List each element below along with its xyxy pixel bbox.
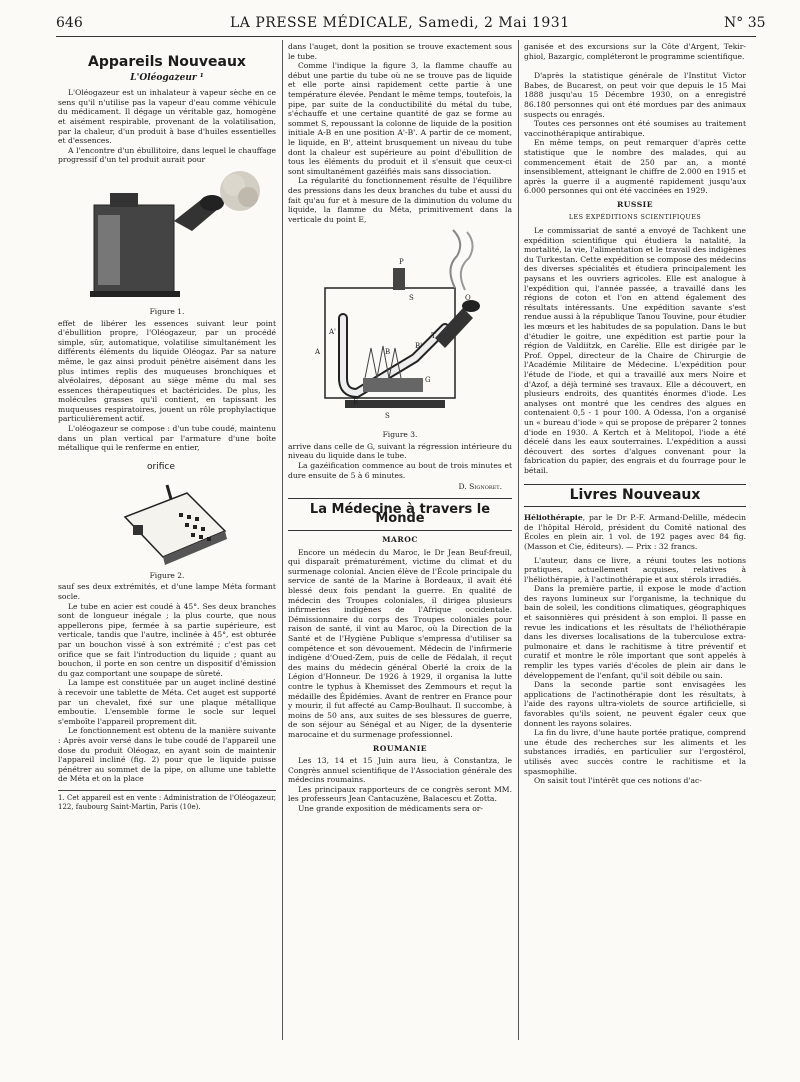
page-number: 646 bbox=[56, 15, 83, 31]
paragraph: L'Oléogazeur est un inhalateur à vapeur sèche en ce sens qu'il n'utilise pas la vapeur d'eau comme véhicule du médicament. Il dégage un véritable gaz, homogène et aisément respirable, provenant de la volatilisation, par la chaleur, d'un produit à base d'huiles essentielles et d'essences. bbox=[58, 88, 276, 146]
russie-subheading: LES EXPÉDITIONS SCIENTIFIQUES bbox=[568, 212, 702, 221]
paragraph: Une grande exposition de médicaments sera or- bbox=[298, 804, 483, 814]
section-title-livres: Livres Nouveaux bbox=[569, 486, 701, 503]
author-signature: D. Signoret. bbox=[458, 482, 502, 492]
paragraph: A l'encontre d'un ébullitoire, dans lequel le chauffage progressif d'un tel produit aurait pour bbox=[58, 145, 276, 165]
article-subtitle: L'Oléogazeur ¹ bbox=[130, 72, 204, 83]
fig3-label-s: S bbox=[409, 294, 414, 303]
figure-2 bbox=[67, 459, 267, 569]
paragraph: L'oléogazeur se compose : d'un tube coudé, maintenu dans un plan vertical par l'armature d'une boîte métallique qui le renferme en entier, bbox=[58, 424, 276, 453]
figure-2-caption: Figure 2. bbox=[149, 570, 185, 580]
book-details: , par le Dr P.-F. Armand-Delille, médecin de l'hôpital Hérold, président du Comité national des Écoles en plein air. 1 vol. de 192 pages avec 84 fig. (Masson et Cie, éditeurs). — Prix : 32 francs. bbox=[524, 513, 746, 551]
paragraph: Le tube en acier est coudé à 45°. Ses deux branches sont de longueur inégale ; la plus courte, que nous appellerons pipe, fermée à sa partie supérieure, est verticale, tandis que l'autre, inclinée à 45°, est obturée par un bouchon vissé à son extrémité ; c'est pas cet orifice que se fait l'introduction du liquide ; quant au bouchon, il porte en son centre un dispositif d'émission du gaz comportant une soupape de sûreté. bbox=[58, 601, 276, 678]
paragraph: La gazéification commence au bout de trois minutes et dure ensuite de 5 à 6 minutes. bbox=[288, 461, 512, 480]
section-title-appareils: Appareils Nouveaux bbox=[88, 54, 246, 70]
column-3 bbox=[524, 42, 746, 786]
country-heading-russie: RUSSIE bbox=[616, 199, 654, 209]
column-divider-1 bbox=[282, 40, 283, 1040]
paragraph: Encore un médecin du Maroc, le Dr Jean Beuf-freuil, qui disparaît prématurément, victime du climat et du surmenage colonial. Ancien élève de l'École principale du service de santé de la Marine à Bordeaux, il avait été blessé deux fois pendant la guerre. En qualité de médecin des Troupes coloniales, il dirigea plusieurs infirmeries indigènes de l'Afrique occidentale. Démissionnaire du corps des Troupes coloniales pour raison de santé, il vint au Maroc, où la Direction de la Santé et de l'Hygiène Publique s'empressa d'utiliser sa compétence et son dévouement. Médecin de l'infirmerie indigène d'Oued-Zem, puis de celle de Fédalah, il reçut des mains du médecin général Oberlé la croix de la Légion d'Honneur. De 1926 à 1929, il organisa la lutte contre le typhus à Khemisset des Zemmours et reçut la médaille des Épidémies. Avant de rentrer en France pour y mourir, il fut affecté au Camp-Boulhaut. Il succombe, à moins de 50 ans, aux suites de ses blessures de guerre, de son séjour au Sénégal et au Niger, de la dysenterie marocaine et du surmenage professionnel. bbox=[288, 547, 512, 739]
paragraph: Comme l'indique la figure 3, la flamme chauffe au début une partie du tube où ne se trouve pas de liquide et elle porte ainsi rapidement cette partie à une température élevée. Pendant le même temps, toutefois, la pipe, par suite de la conductibilité du métal du tube, s'échauffe et une certaine quantité de gaz se forme au sommet S, repoussant la colonne de liquide de la position initiale A-B en une position A'-B'. A partir de ce moment, le liquide, en B', atteint brusquement un niveau du tube dont la chaleur est supérieure au point d'ébullition de tous les éléments du produit et il s'ensuit que ceux-ci sont simultanément gazéifiés mais sans dissociation. bbox=[288, 61, 512, 176]
figure-3-caption: Figure 3. bbox=[382, 430, 418, 440]
fig3-label-b-prime: B' bbox=[415, 342, 423, 351]
figure-2-label: orifice bbox=[147, 461, 175, 472]
page-header bbox=[0, 0, 800, 40]
paragraph: En même temps, on peut remarquer d'après cette statistique que le nombre des malades, qui au commencement était de 250 par an, a monté insensiblement, atteignant le chiffre de 2.000 en 1915 et après la guerre il a augmenté rapidement jusqu'aux 6.000 personnes qui ont été vaccinées en 1929. bbox=[524, 138, 746, 196]
paragraph: Les principaux rapporteurs de ce congrès seront MM. les professeurs Jean Cantacuzène, Balacescu et Zotta. bbox=[288, 784, 512, 804]
fig3-label-e: E bbox=[353, 398, 359, 407]
fig3-label-p: P bbox=[399, 258, 404, 267]
paragraph: Toutes ces personnes ont été soumises au traitement vaccinothérapique antirabique. bbox=[524, 119, 746, 138]
column-2 bbox=[288, 42, 512, 814]
figure-1-caption: Figure 1. bbox=[149, 306, 185, 316]
section-header-box bbox=[288, 498, 512, 531]
column-1 bbox=[58, 42, 276, 812]
paragraph: dans l'auget, dont la position se trouve exactement sous le tube. bbox=[288, 42, 512, 61]
paragraph: Le commissariat de santé a envoyé de Tachkent une expédition scientifique qui étudiera la natalité, la mortalité, la vie, l'alimentation et le travail des indigènes du Turkestan. Cette expédition se compose des médecins des diverses spécialités et étudiera principalement les paysans et les ouvriers agricoles. Elle est analogue à l'expédition qui, l'année passée, a travaillé dans les régions de coton et l'on en attend également des résultats intéressants. Une expédition savante s'est rendue aussi à la république Tanou Touvine, pour étudier les mœurs et les habitudes de sa population. Dans le but d'étudier le goitre, une expédition est partie pour la région de Valdiitzk, en Carélie. Elle est dirigée par le Prof. Oppel, directeur de la Chaire de Chirurgie de l'Académie Militaire de Médecine. L'expédition pour l'étude de l'iode, et qui a travaillé aux mers Noire et d'Azof, a déjà terminé ses travaux. Elle a découvert, en plusieurs endroits, des quantités énormes d'iode. Les analyses ont montré que les cendres des algues en contenaient 0,5 - 1 pour 100. A Odessa, l'on a organisé un « bureau d'iode » qui se propose de préparer 2 tonnes d'iode en 1930. A Kertch et à Melitopol, l'iode a été décelé dans les eaux souterraines. L'expédition a aussi découvert des sortes d'algues convenant pour la fabrication du papier, des engrais et du fourrage pour le bétail. bbox=[524, 226, 746, 475]
paragraph: La lampe est constituée par un auget incliné destiné à recevoir une tablette de Méta. Cet auget est supporté par un chevalet, fixé sur une plaque métallique emboutie. L'ensemble forme le socle sur lequel s'emboîte l'appareil proprement dit. bbox=[58, 678, 276, 726]
section-title-medecine: La Médecine à travers le Monde bbox=[309, 501, 491, 527]
fig3-label-o: O bbox=[465, 294, 471, 303]
paragraph: On saisit tout l'intérêt que ces notions d'ac- bbox=[534, 776, 702, 786]
paragraph: arrive dans celle de G, suivant la régression intérieure du niveau du liquide dans le tube. bbox=[288, 441, 512, 461]
paragraph: Le fonctionnement est obtenu de la manière suivante : Après avoir versé dans le tube coudé de l'appareil une dose du produit Oléogaz, en ayant soin de maintenir l'appareil incliné (fig. 2) pour que le liquide puisse pénétrer au sommet de la pipe, on allume une tablette de Méta et on la place bbox=[58, 726, 276, 784]
fig3-label-b: B bbox=[385, 348, 391, 357]
fig3-label-s2: S bbox=[385, 412, 390, 421]
country-heading-maroc: MAROC bbox=[382, 535, 418, 545]
paragraph: ganisée et des excursions sur la Côte d'Argent, Tekir-ghiol, Bazargic, compléteront le programme scientifique. bbox=[524, 42, 746, 61]
fig3-label-t: T bbox=[431, 332, 436, 341]
fig3-label-g: G bbox=[425, 376, 431, 385]
paragraph: L'auteur, dans ce livre, a réuni toutes les notions pratiques, actuellement acquises, relatives à l'héliothérapie, à l'actinothérapie et aux stérols irradiés. bbox=[524, 555, 746, 584]
book-reference bbox=[524, 513, 746, 551]
footnote: 1. Cet appareil est en vente : Administration de l'Oléogazeur, 122, faubourg Saint-Martin, Paris (10e). bbox=[58, 790, 276, 812]
paragraph: effet de libérer les essences suivant leur point d'ébullition propre, l'Oléogazeur, par un procédé simple, sûr, automatique, volatilise simultanément les différents éléments du liquide Oléogaz. Par sa nature même, le gaz ainsi produit pénètre aisément dans les plus intimes replis des muqueuses bronchiques et alvéolaires, déposant au siège même du mal ses essences thérapeutiques et bactéricides. De plus, les molécules grasses qu'il contient, en tapissant les muqueuses respiratoires, jouent un rôle prophylactique particulièrement actif. bbox=[58, 318, 276, 424]
paragraph: sauf ses deux extrémités, et d'une lampe Méta formant socle. bbox=[58, 582, 276, 602]
paragraph: Dans la seconde partie sont envisagées les applications de l'actinothérapie dont les résultats, à l'aide des rayons ultra-violets de source artificielle, si favorables qu'ils soient, ne peuvent égaler ceux que donnent les rayons solaires. bbox=[524, 680, 746, 728]
book-title: Héliothérapie bbox=[524, 513, 583, 523]
paragraph: La régularité du fonctionnement résulte de l'équilibre des pressions dans les deux branches du tube et aussi du fait qu'au fur et à mesure de la diminution du volume du liquide, la flamme du Méta, primitivement dans la verticale du point E, bbox=[288, 176, 512, 224]
issue-number: N° 35 bbox=[724, 15, 766, 31]
header-rule bbox=[56, 36, 756, 37]
paragraph: Dans la première partie, il expose le mode d'action des rayons lumineux sur l'organisme, la technique du bain de soleil, les conditions climatiques, géographiques et saisonnières qui président à son emploi. Il passe en revue les indications et les résultats de l'héliothérapie dans les diverses localisations de la tuberculose extra-pulmonaire et dans le rachitisme à titre préventif et curatif et montre le rôle important que sont appelés à remplir les types variés d'écoles de plein air dans le développement de l'enfant, qu'il soit débile ou sain. bbox=[524, 584, 746, 680]
journal-title: LA PRESSE MÉDICALE, Samedi, 2 Mai 1931 bbox=[230, 15, 570, 31]
paragraph: Les 13, 14 et 15 Juin aura lieu, à Constantza, le Congrès annuel scientifique de l'Association générale des médecins roumains. bbox=[288, 756, 512, 785]
paragraph: D'après la statistique générale de l'Institut Victor Babes, de Bucarest, on peut voir que depuis le 15 Mai 1888 jusqu'au 15 Décembre 1930, on a enregistré 86.180 personnes qui ont été mordues par des animaux suspects ou enragés. bbox=[524, 71, 746, 119]
fig3-label-a-prime: A' bbox=[329, 328, 336, 337]
figure-3 bbox=[295, 228, 505, 428]
paragraph: La fin du livre, d'une haute portée pratique, comprend une étude des recherches sur les aliments et les substances irradiés, en particulier sur l'ergostérol, utilisés avec succès contre le rachitisme et la spasmophilie. bbox=[524, 728, 746, 776]
figure-1 bbox=[62, 165, 272, 305]
country-heading-roumanie: ROUMANIE bbox=[372, 743, 428, 753]
fig3-label-a: A bbox=[315, 348, 321, 357]
column-divider-2 bbox=[518, 40, 519, 1040]
section-header-box bbox=[524, 484, 746, 508]
